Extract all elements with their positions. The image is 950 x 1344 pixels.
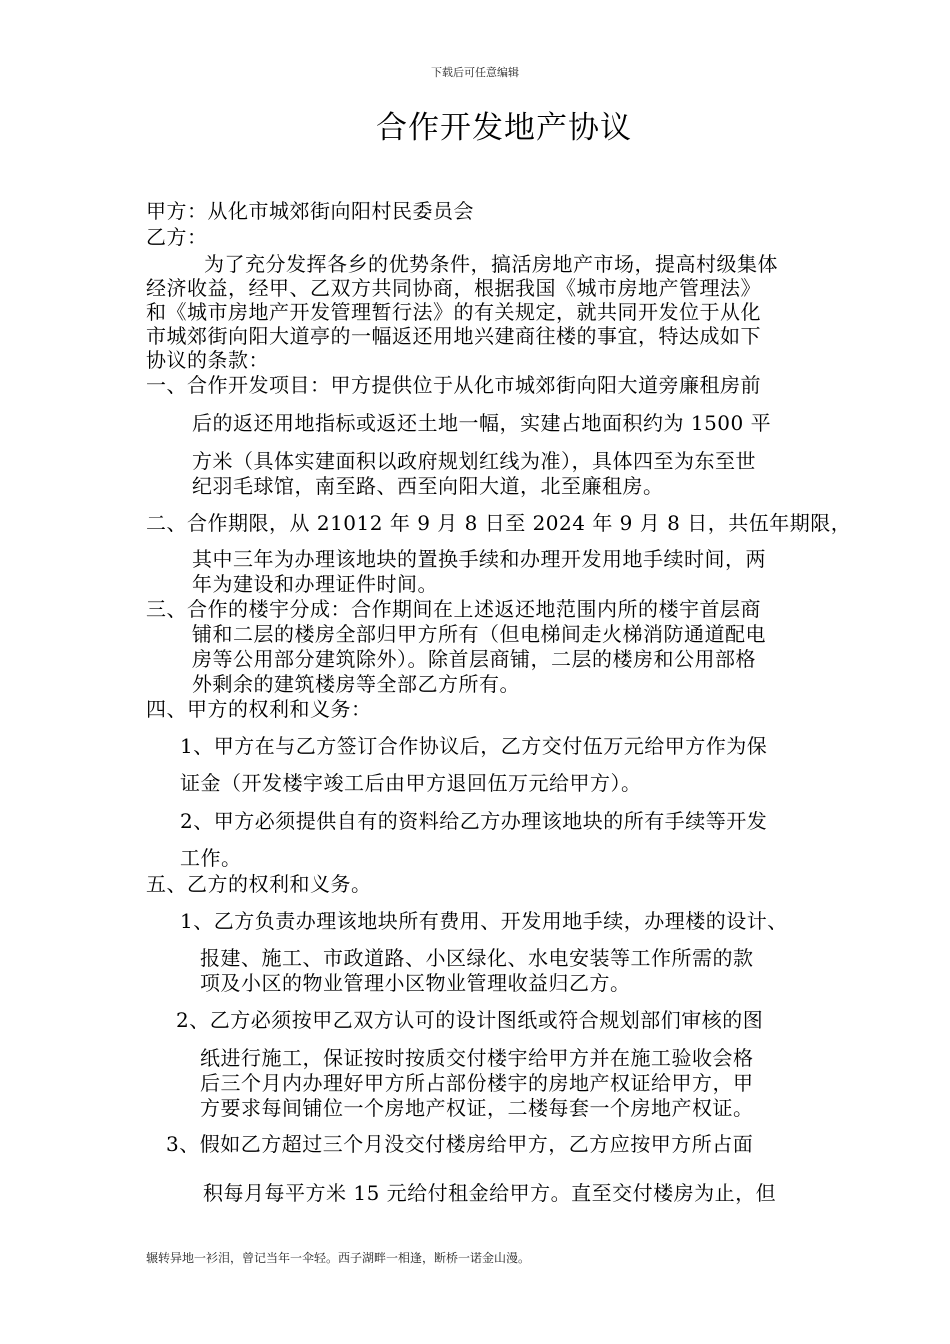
clause-5-item-line: 积每月每平方米 15 元给付租金给甲方。直至交付楼房为止，但 [203,1181,777,1205]
clause-3-line: 房等公用部分建筑除外）。除首层商铺，二层的楼房和公用部格 [192,647,756,671]
clause-5-item-line: 1、乙方负责办理该地块所有费用、开发用地手续，办理楼的设计、 [180,909,788,933]
clause-2-line: 年为建设和办理证件时间。 [192,572,438,596]
clause-3-line: 铺和二层的楼房全部归甲方所有（但电梯间走火梯消防通道配电 [192,622,766,646]
clause-5-item-line: 3、假如乙方超过三个月没交付楼房给甲方，乙方应按甲方所占面 [166,1132,754,1156]
header-note: 下载后可任意编辑 [431,66,519,79]
intro-line: 协议的条款： [146,348,269,372]
clause-4-item-line: 2、甲方必须提供自有的资料给乙方办理该地块的所有手续等开发 [180,809,768,833]
intro-line: 经济收益，经甲、乙双方共同协商，根据我国《城市房地产管理法》 [146,276,761,300]
clause-2-line: 其中三年为办理该地块的置换手续和办理开发用地手续时间，两 [192,547,766,571]
clause-5-item-line: 2、乙方必须按甲乙双方认可的设计图纸或符合规划部们审核的图 [176,1008,764,1032]
clause-5-item-line: 方要求每间铺位一个房地产权证，二楼每套一个房地产权证。 [200,1096,754,1120]
party-b: 乙方： [146,225,208,249]
clause-4-heading: 四、甲方的权利和义务： [146,697,372,721]
clause-5-item-line: 项及小区的物业管理小区物业管理收益归乙方。 [200,971,631,995]
clause-4-item-line: 证金（开发楼宇竣工后由甲方退回伍万元给甲方）。 [180,771,642,795]
clause-1-line: 一、合作开发项目：甲方提供位于从化市城郊街向阳大道旁廉租房前 [146,373,761,397]
intro-line: 市城郊街向阳大道亭的一幅返还用地兴建商往楼的事宜，特达成如下 [146,324,761,348]
document-title: 合作开发地产协议 [376,110,632,146]
intro-line: 和《城市房地产开发管理暂行法》的有关规定，就共同开发位于从化 [146,300,761,324]
clause-1-line: 纪羽毛球馆，南至路、西至向阳大道，北至廉租房。 [192,474,664,498]
clause-1-line: 后的返还用地指标或返还土地一幅，实建占地面积约为 1500 平 [192,411,772,435]
clause-5-item-line: 报建、施工、市政道路、小区绿化、水电安装等工作所需的款 [200,946,754,970]
clause-5-item-line: 纸进行施工，保证按时按质交付楼宇给甲方并在施工验收会格 [200,1046,754,1070]
clause-1-line: 方米（具体实建面积以政府规划红线为准），具体四至为东至世 [192,449,756,473]
clause-3-line: 外剩余的建筑楼房等全部乙方所有。 [192,672,520,696]
clause-5-item-line: 后三个月内办理好甲方所占部份楼宇的房地产权证给甲方，甲 [200,1071,754,1095]
party-a: 甲方：从化市城郊街向阳村民委员会 [146,199,474,223]
footer-note: 辗转异地一衫泪，曾记当年一伞轻。西子湖畔一相逢，断桥一诺金山漫。 [146,1251,531,1265]
clause-2-line: 二、合作期限，从 21012 年 9 月 8 日至 2024 年 9 月 8 日，共伍年期限， [146,511,852,535]
intro-line: 为了充分发挥各乡的优势条件，搞活房地产市场，提高村级集体 [204,252,778,276]
clause-5-heading: 五、乙方的权利和义务。 [146,872,372,896]
clause-4-item-line: 1、甲方在与乙方签订合作协议后，乙方交付伍万元给甲方作为保 [180,734,768,758]
clause-3-line: 三、合作的楼宇分成：合作期间在上述返还地范围内所的楼宇首层商 [146,597,761,621]
clause-4-item-line: 工作。 [180,846,242,870]
